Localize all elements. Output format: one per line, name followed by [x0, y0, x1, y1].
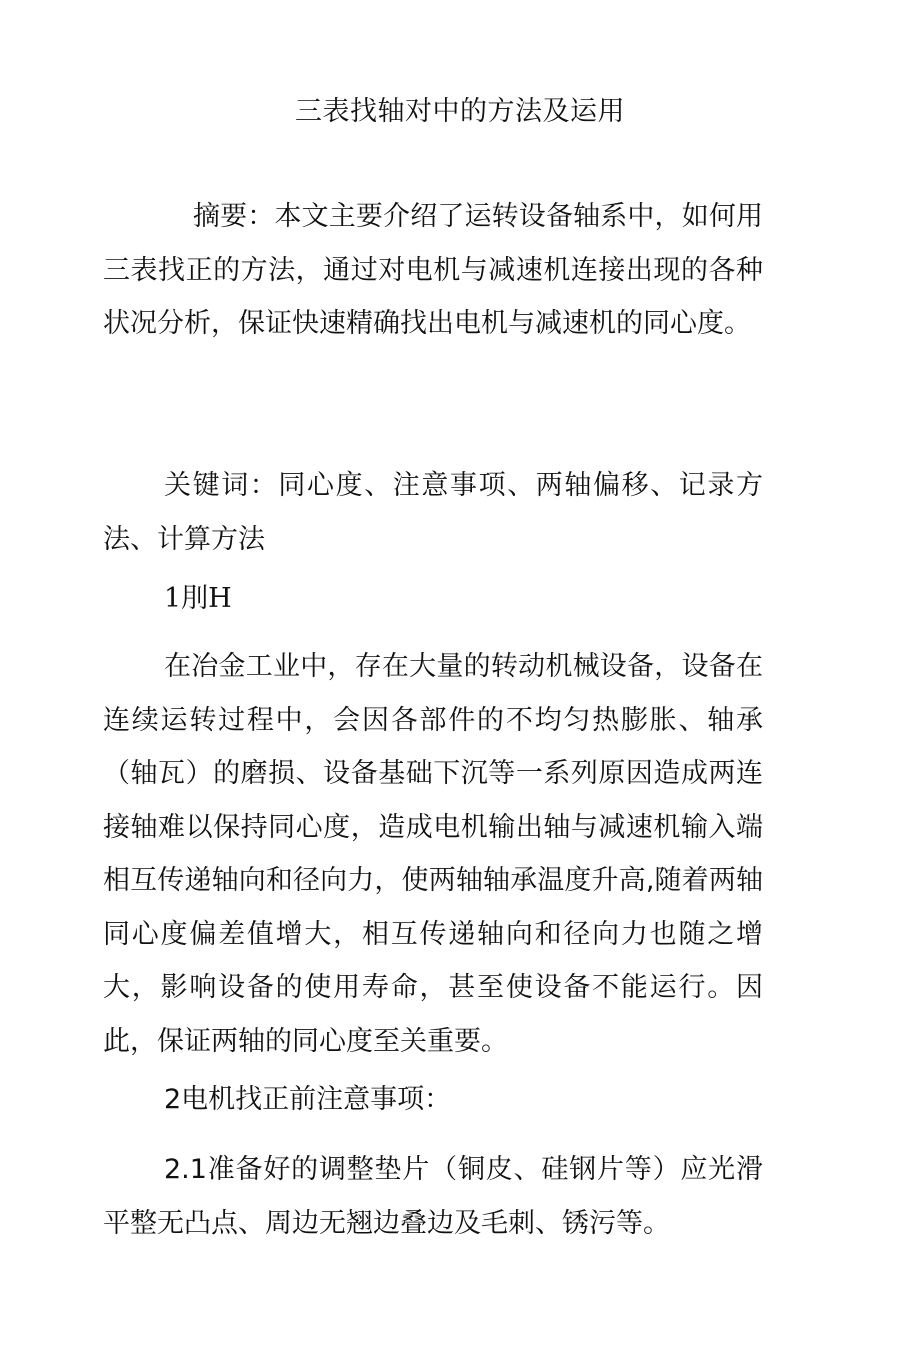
section-1-body: 在冶金工业中，存在大量的转动机械设备，设备在连续运转过程中，会因各部件的不均匀热膨胀、轴承（轴瓦）的磨损、设备基础下沉等一系列原因造成两连接轴难以保持同心度，造成电机输出轴与减速机输入端相互传递轴向和径向力，使两轴轴承温度升高,随着两轴同心度偏差值增大，相互传递轴向和径向力也随之增大，影响设备的使用寿命，甚至使设备不能运行。因此，保证两轴的同心度至关重要。	[103, 651, 763, 1057]
abstract-paragraph: 摘要：本文主要介绍了运转设备轴系中，如何用三表找正的方法，通过对电机与减速机连接出现的各种状况分析，保证快速精确找出电机与减速机的同心度。	[103, 201, 763, 339]
section-2-item-1: 2.1准备好的调整垫片（铜皮、硅钢片等）应光滑平整无凸点、周边无翘边叠边及毛刺、锈污等。	[103, 1154, 763, 1239]
section-2-heading: 2电机找正前注意事项：	[164, 1084, 452, 1115]
section-1-heading: 1刖H	[164, 583, 232, 614]
keywords-paragraph: 关键词：同心度、注意事项、两轴偏移、记录方法、计算方法	[103, 470, 763, 555]
document-title: 三表找轴对中的方法及运用	[295, 96, 625, 127]
